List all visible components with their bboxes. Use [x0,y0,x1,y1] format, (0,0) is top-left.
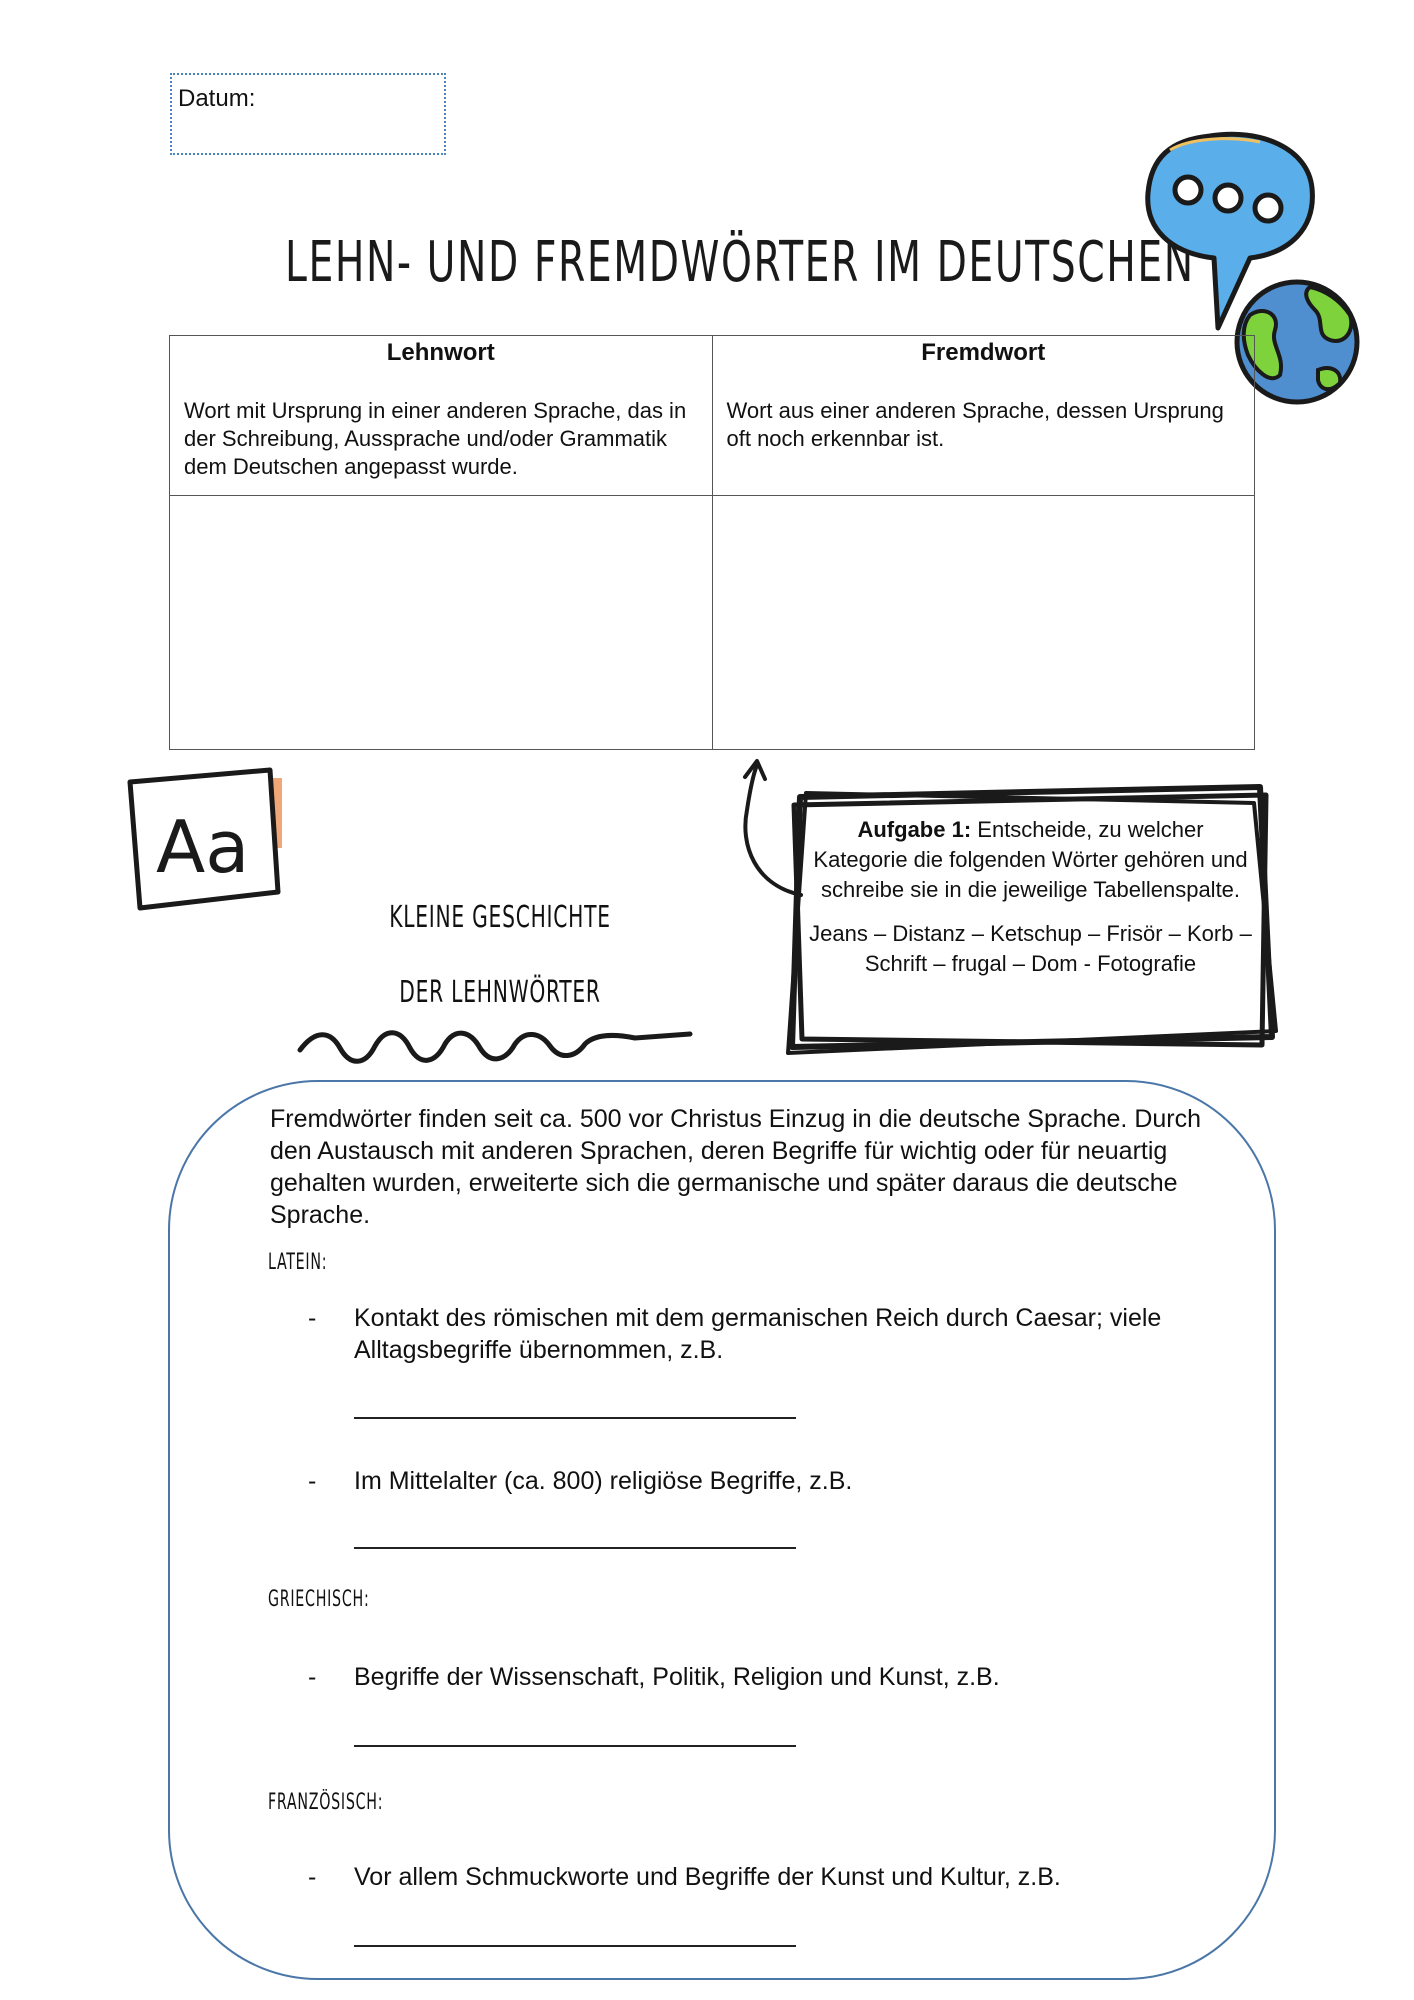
answer-line[interactable] [354,1745,796,1747]
column-header-fremdwort: Fremdwort [921,339,1046,366]
bullet-dash: - [308,1863,317,1891]
table-header-cell [170,336,713,496]
answer-cell-lehnwort[interactable] [170,496,713,750]
column-description-fremdwort: Wort aus einer anderen Sprache, dessen Ursprung oft noch erkennbar ist. [726,398,1224,451]
story-title-line2: DER LEHNWÖRTER [399,975,601,1010]
answer-line[interactable] [354,1945,796,1947]
answer-line[interactable] [354,1547,796,1549]
task-instruction [808,815,1253,905]
list-item [308,1661,1208,1693]
bullet-text: Im Mittelalter (ca. 800) religiöse Begriffe, z.B. [354,1467,853,1495]
date-field[interactable] [170,73,446,155]
alphabet-card-text: Aa [156,805,250,889]
classification-table [169,335,1255,750]
task-word-list: Jeans – Distanz – Ketschup – Frisör – Korb – Schrift – frugal – Dom - Fotografie [809,921,1252,976]
bullet-text: Kontakt des römischen mit dem germanischen Reich durch Caesar; viele Alltagsbegriffe übernommen, z.B. [354,1304,1162,1364]
squiggle-decoration [295,1020,695,1070]
section-label-latein: LATEIN: [268,1250,328,1275]
bullet-dash: - [308,1467,317,1495]
bullet-dash: - [308,1304,317,1332]
alphabet-card-icon [118,760,288,920]
story-title-line1: KLEINE GESCHICHTE [389,900,611,935]
answer-line[interactable] [354,1417,796,1419]
column-description-lehnwort: Wort mit Ursprung in einer anderen Sprache, das in der Schreibung, Aussprache und/oder Grammatik dem Deutschen angepasst wurde. [184,398,687,479]
table-header-cell [712,336,1255,496]
list-item [308,1861,1208,1893]
bullet-text: Begriffe der Wissenschaft, Politik, Religion und Kunst, z.B. [354,1663,1000,1691]
task-label: Aufgabe 1: [857,817,972,842]
section-label-griechisch: GRIECHISCH: [268,1587,370,1612]
column-header-lehnwort: Lehnwort [386,339,495,366]
page-title: LEHN- UND FREMDWÖRTER IM DEUTSCHEN [285,230,1195,295]
section-label-franzoesisch: FRANZÖSISCH: [268,1790,384,1815]
task-box [808,815,1253,979]
bullet-text: Vor allem Schmuckworte und Begriffe der Kunst und Kultur, z.B. [354,1863,1061,1891]
answer-cell-fremdwort[interactable] [712,496,1255,750]
task-instruction-text: Entscheide, zu welcher Kategorie die folgenden Wörter gehören und schreibe sie in die jeweilige Tabellenspalte. [813,817,1248,902]
story-intro: Fremdwörter finden seit ca. 500 vor Christus Einzug in die deutsche Sprache. Durch den Austausch mit anderen Sprachen, deren Begriffe für wichtig oder für neuartig gehalten wurden, erweiterte sich die germanische und später daraus die deutsche Sprache. [270,1105,1202,1229]
list-item [308,1302,1208,1366]
date-label: Datum: [178,85,256,112]
list-item [308,1465,1208,1497]
bullet-dash: - [308,1663,317,1691]
